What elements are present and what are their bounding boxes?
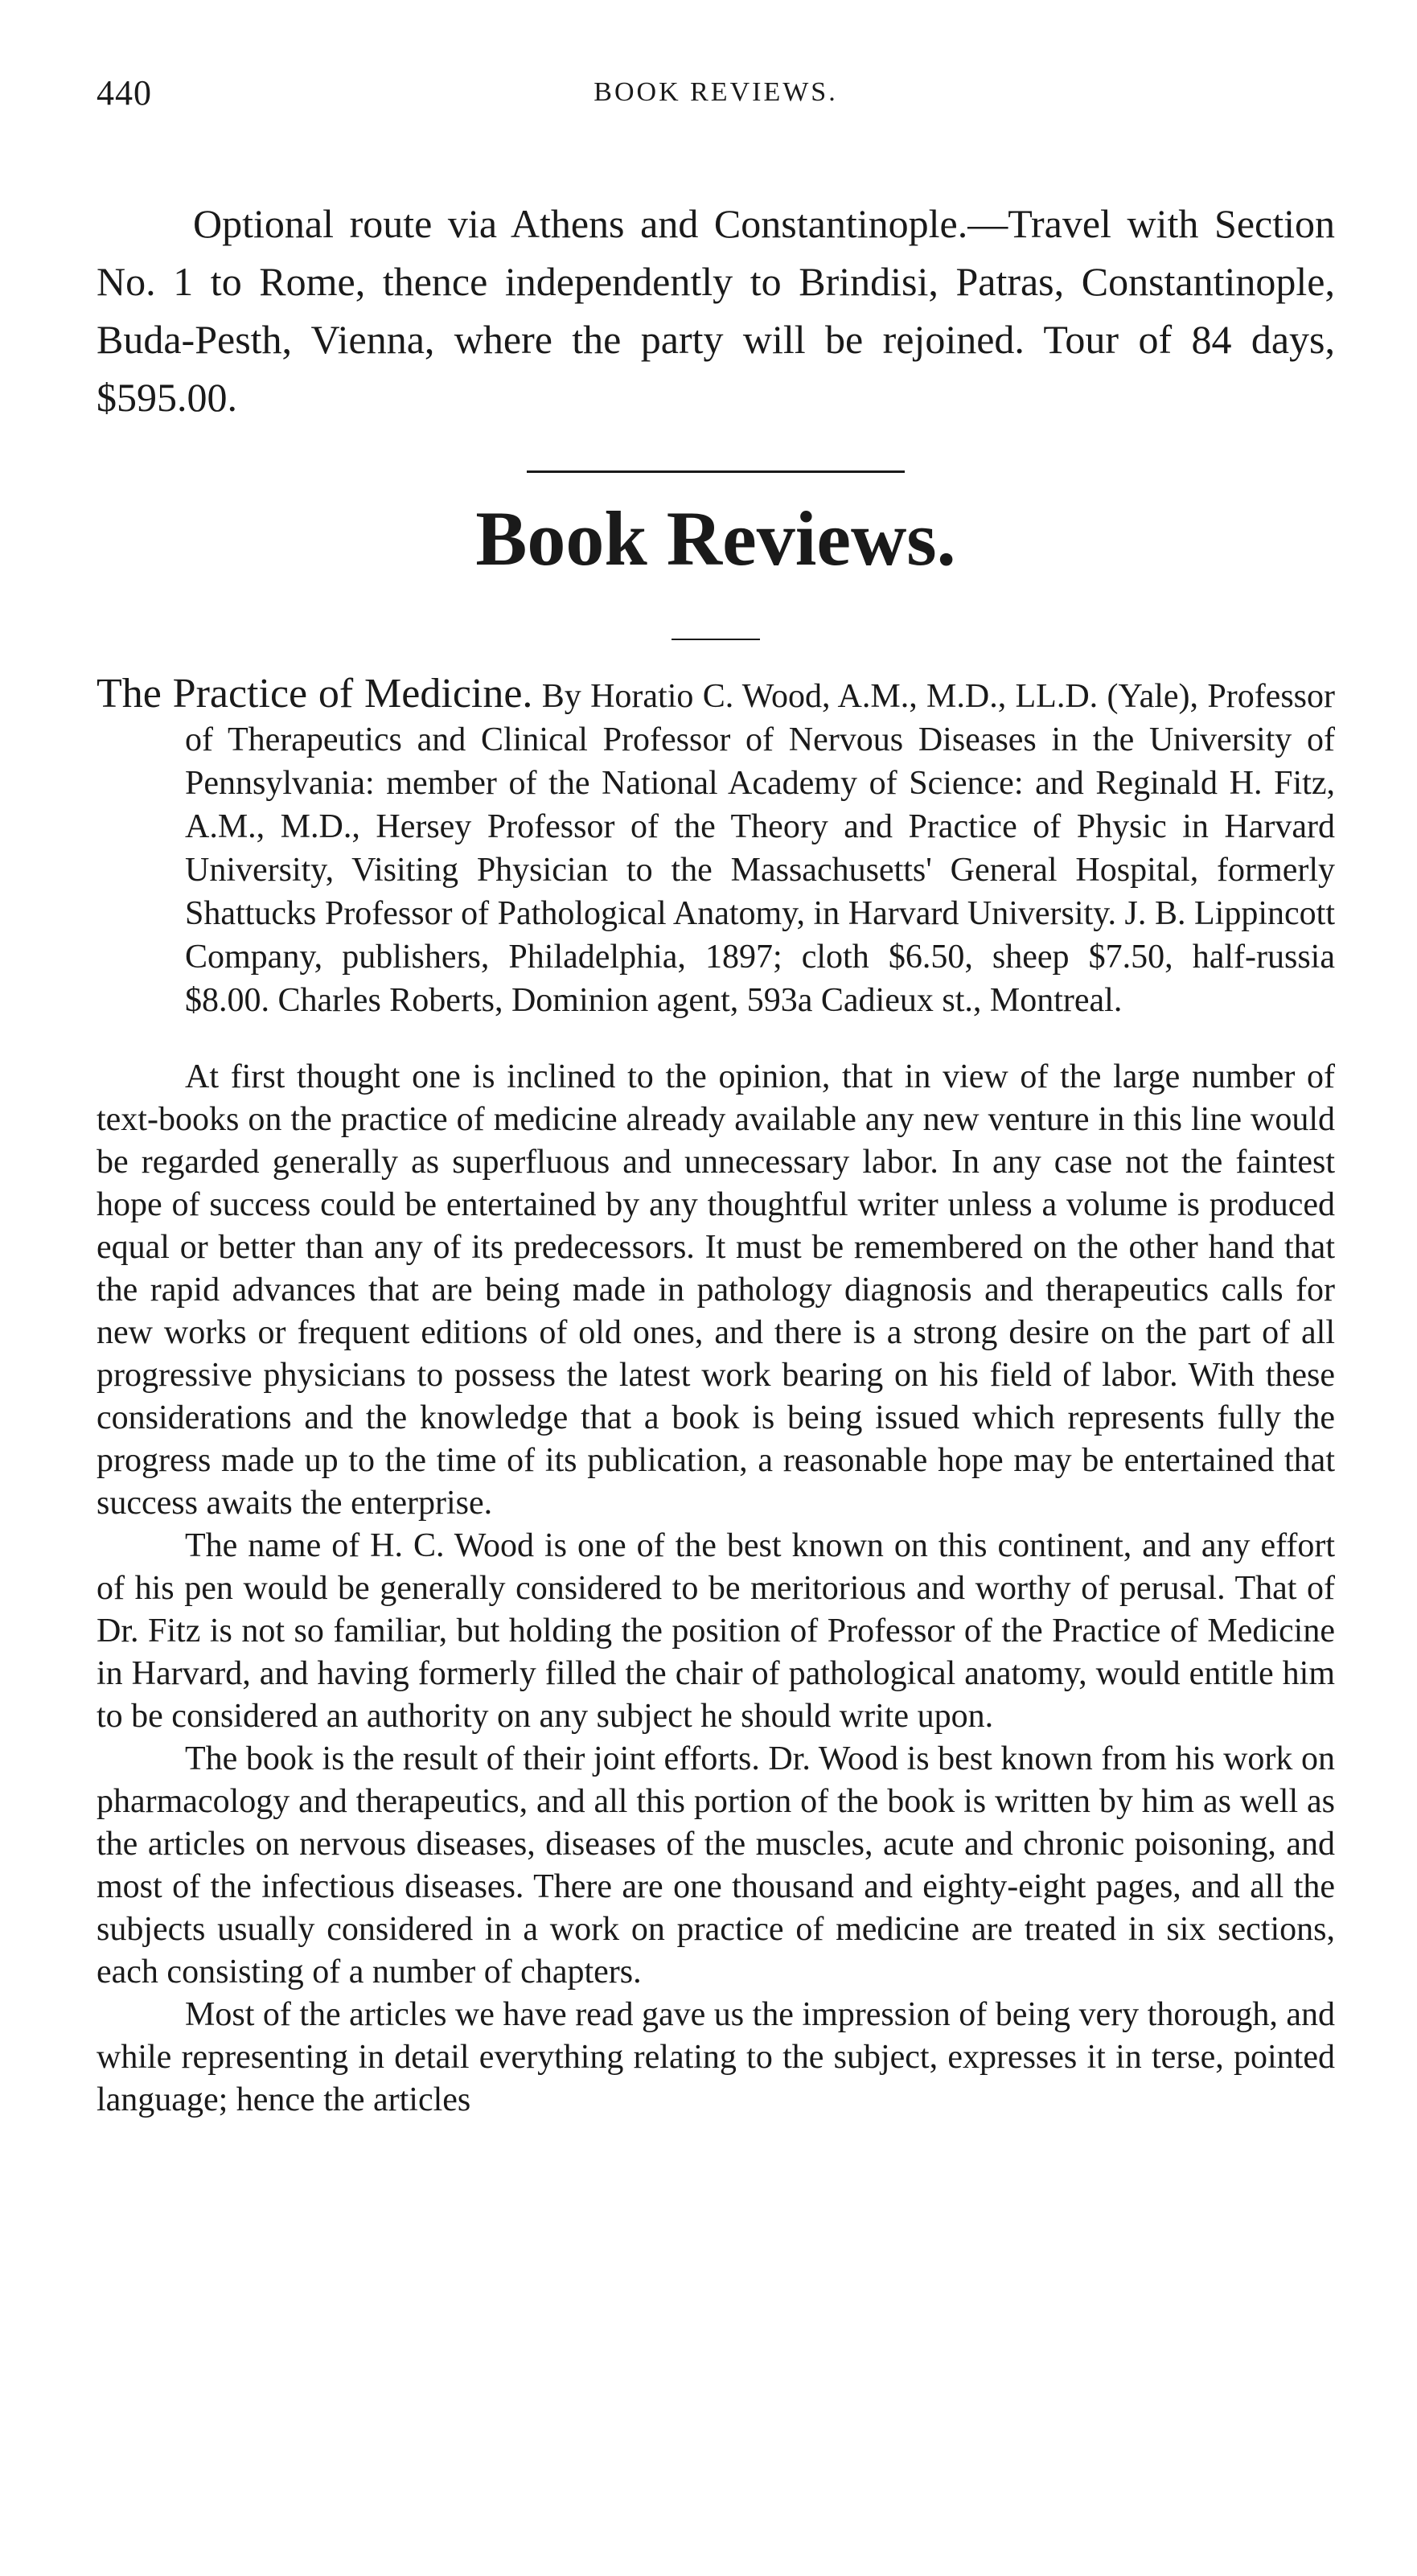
citation-details: By Horatio C. Wood, A.M., M.D., LL.D. (Yale), Professor of Therapeutics and Clinical Professor of Nervous Diseases in the University of Pennsylvania: member of the National Academy of Science: and Reginald H. Fitz, A.M., M.D., Hersey Professor of the Theory and Practice of Physic in Harvard University, Visiting Physician to the Massachusetts' General Hospital, formerly Shattucks Professor of Pathological Anatomy, in Harvard University. J. B. Lippincott Company, publishers, Philadelphia, 1897; cloth $6.50, sheep $7.50, half-russia $8.00. Charles Roberts, Dominion agent, 593a Cadieux st., Montreal.: [185, 678, 1335, 1020]
review-paragraph: The name of H. C. Wood is one of the best known on this continent, and any effort of his pen would be generally considered to be meritorious and worthy of perusal. That of Dr. Fitz is not so familiar, but holding the position of Professor of the Practice of Medicine in Harvard, and having formerly filled the chair of pathological anatomy, would entitle him to be considered an authority on any subject he should write upon.: [97, 1527, 1335, 1736]
section-divider: [527, 470, 905, 473]
page-number: 440: [97, 73, 152, 113]
review-paragraph: The book is the result of their joint efforts. Dr. Wood is best known from his work on pharmacology and therapeutics, and all this portion of the book is written by him as well as the articles on nervous diseases, diseases of the muscles, acute and chronic poisoning, and most of the infectious diseases. There are one thousand and eighty-eight pages, and all the subjects usually considered in a work on practice of medicine are treated in six sections, each consisting of a number of chapters.: [97, 1740, 1335, 1991]
page-header: [97, 72, 1335, 121]
title-underline: [672, 639, 760, 640]
review-paragraph: Most of the articles we have read gave us the impression of being very thorough, and while representing in detail everything relating to the subject, expresses it in terse, pointed language; hence the articles: [97, 1996, 1335, 2119]
optional-route-paragraph: Optional route via Athens and Constantinople.—Travel with Section No. 1 to Rome, thence independently to Brindisi, Patras, Constantinople, Buda-Pesth, Vienna, where the party will be rejoined. Tour of 84 days, $595.00.: [97, 201, 1335, 420]
section-title: Book Reviews.: [475, 495, 956, 581]
book-page: [97, 72, 1335, 2122]
book-title: The Practice of Medicine.: [97, 671, 533, 717]
running-head: BOOK REVIEWS.: [593, 77, 838, 107]
review-paragraph: At first thought one is inclined to the opinion, that in view of the large number of text-books on the practice of medicine already available any new venture in this line would be regarded generally as superfluous and unnecessary labor. In any case not the faintest hope of success could be entertained by any thoughtful writer unless a volume is produced equal or better than any of its predecessors. It must be remembered on the other hand that the rapid advances that are being made in pathology diagnosis and therapeutics calls for new works or frequent editions of old ones, and there is a strong desire on the part of all progressive physicians to possess the latest work bearing on his field of labor. With these considerations and the knowledge that a book is being issued which represents fully the progress made up to the time of its publication, a reasonable hope may be entertained that success awaits the enterprise.: [97, 1058, 1335, 1522]
review-citation: [97, 672, 1335, 1022]
